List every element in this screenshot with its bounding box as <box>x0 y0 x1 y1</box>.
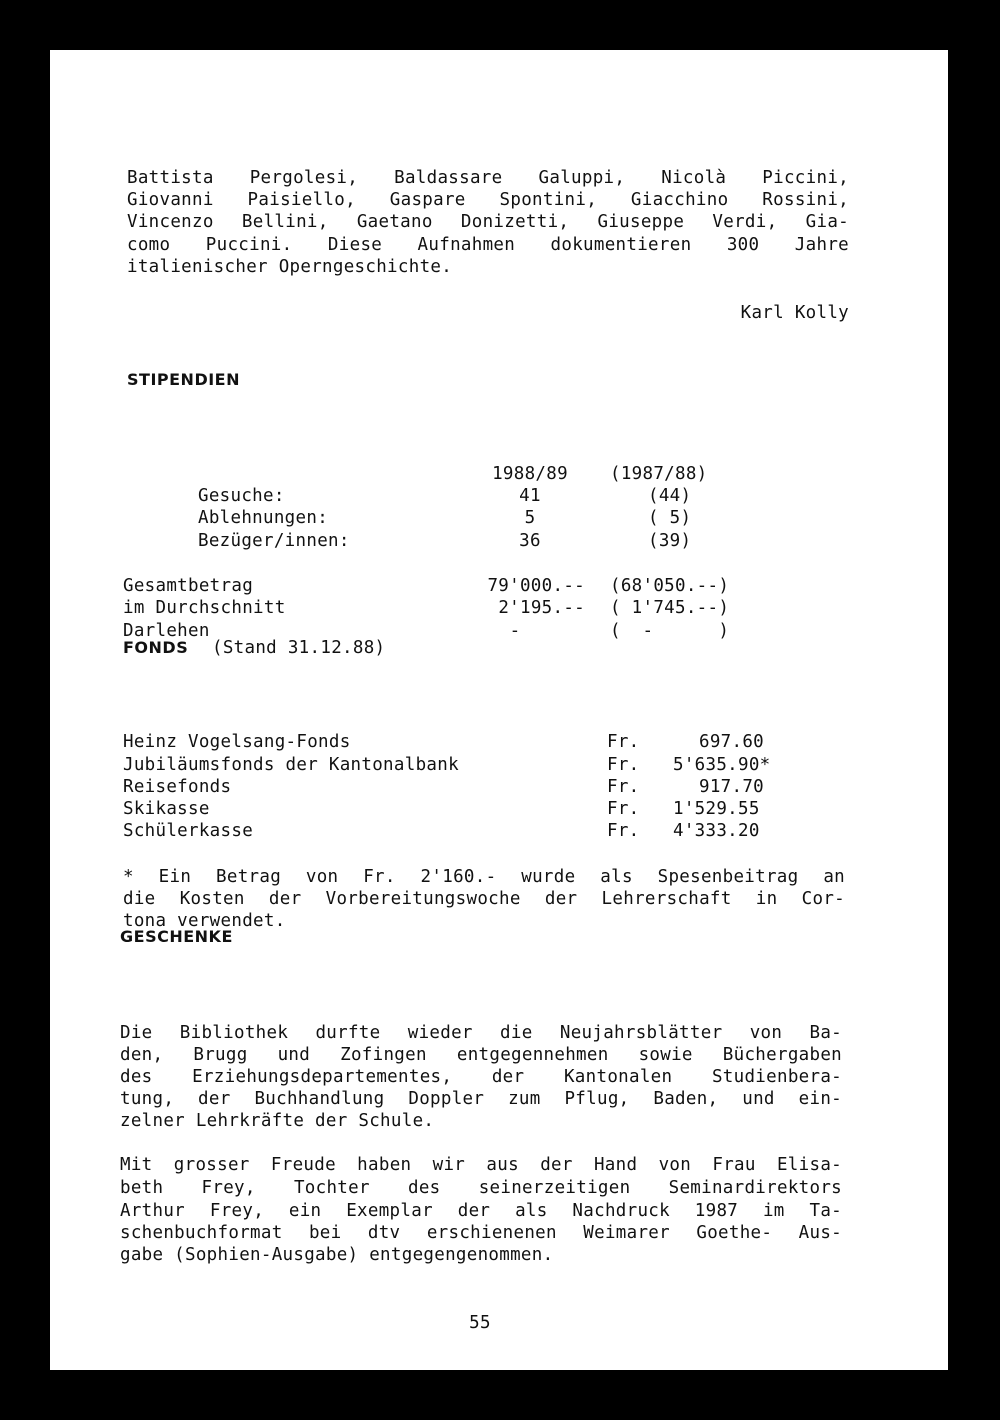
row-previous-gesuche: (44) <box>648 486 692 506</box>
col-current-header: 1988/89 <box>492 464 568 484</box>
row-current-gesuche: 41 <box>519 486 541 506</box>
row-current-bezueger: 36 <box>519 531 541 551</box>
row-current-ablehnungen: 5 <box>524 508 536 528</box>
fonds-amount-5: 4'333.20 <box>673 821 760 841</box>
fonds-name-3: Reisefonds <box>123 777 232 797</box>
row-label-ablehnungen: Ablehnungen: <box>198 508 329 528</box>
row-previous-bezueger: (39) <box>648 531 692 551</box>
total-current-gesamtbetrag: 79'000.-- <box>487 576 585 596</box>
intro-line-3: Vincenzo Bellini, Gaetano Donizetti, Giuseppe Verdi, Gia- <box>127 212 849 232</box>
geschenke-p2-line-1: Mit grosser Freude haben wir aus der Hand von Frau Elisa- <box>120 1155 842 1175</box>
intro-line-1: Battista Pergolesi, Baldassare Galuppi, Nicolà Piccini, <box>127 168 849 188</box>
row-previous-ablehnungen: ( 5) <box>648 508 692 528</box>
row-label-gesuche: Gesuche: <box>198 486 285 506</box>
geschenke-p1-line-1: Die Bibliothek durfte wieder die Neujahrsblätter von Ba- <box>120 1023 842 1043</box>
fonds-name-2: Jubiläumsfonds der Kantonalbank <box>123 755 459 775</box>
fonds-name-5: Schülerkasse <box>123 821 254 841</box>
geschenke-p1-line-2: den, Brugg und Zofingen entgegennehmen sowie Büchergaben <box>120 1045 842 1065</box>
geschenke-p1-line-3: des Erziehungsdepartementes, der Kantonalen Studienbera- <box>120 1067 842 1087</box>
total-label-durchschnitt: im Durchschnitt <box>123 598 286 618</box>
fonds-footnote-line-1: * Ein Betrag von Fr. 2'160.- wurde als Spesenbeitrag an <box>123 867 845 887</box>
total-current-darlehen: - <box>509 621 521 641</box>
stipendien-heading: STIPENDIEN <box>127 370 240 389</box>
fonds-amount-2: 5'635.90* <box>673 755 771 775</box>
geschenke-p1-line-5: zelner Lehrkräfte der Schule. <box>120 1111 435 1131</box>
fonds-currency-2: Fr. <box>607 755 640 775</box>
fonds-heading: FONDS <box>123 638 189 657</box>
fonds-name-1: Heinz Vogelsang-Fonds <box>123 732 351 752</box>
intro-line-5: italienischer Operngeschichte. <box>127 257 453 277</box>
geschenke-p1-line-4: tung, der Buchhandlung Doppler zum Pflug, Baden, und ein- <box>120 1089 842 1109</box>
geschenke-p2-line-2: beth Frey, Tochter des seinerzeitigen Seminardirektors <box>120 1178 842 1198</box>
fonds-currency-1: Fr. <box>607 732 640 752</box>
total-label-darlehen: Darlehen <box>123 621 210 641</box>
total-current-durchschnitt: 2'195.-- <box>498 598 585 618</box>
col-previous-header: (1987/88) <box>610 464 708 484</box>
page-number: 55 <box>469 1313 491 1333</box>
fonds-currency-5: Fr. <box>607 821 640 841</box>
author-signature: Karl Kolly <box>740 303 849 323</box>
fonds-amount-3: 917.70 <box>699 777 765 797</box>
geschenke-heading: GESCHENKE <box>120 927 233 946</box>
fonds-amount-1: 697.60 <box>699 732 765 752</box>
document-page <box>50 50 948 1370</box>
fonds-footnote-line-3: tona verwendet. <box>123 911 286 931</box>
row-label-bezueger: Bezüger/innen: <box>198 531 350 551</box>
total-previous-durchschnitt: ( 1'745.--) <box>610 598 730 618</box>
intro-line-2: Giovanni Paisiello, Gaspare Spontini, Giacchino Rossini, <box>127 190 849 210</box>
total-label-gesamtbetrag: Gesamtbetrag <box>123 576 254 596</box>
total-previous-darlehen: ( - ) <box>610 621 730 641</box>
fonds-name-4: Skikasse <box>123 799 210 819</box>
fonds-currency-3: Fr. <box>607 777 640 797</box>
intro-line-4: como Puccini. Diese Aufnahmen dokumentieren 300 Jahre <box>127 235 849 255</box>
fonds-date-note: (Stand 31.12.88) <box>212 638 386 658</box>
total-previous-gesamtbetrag: (68'050.--) <box>610 576 730 596</box>
geschenke-p2-line-3: Arthur Frey, ein Exemplar der als Nachdruck 1987 im Ta- <box>120 1201 842 1221</box>
geschenke-p2-line-4: schenbuchformat bei dtv erschienenen Weimarer Goethe- Aus- <box>120 1223 842 1243</box>
fonds-amount-4: 1'529.55 <box>673 799 760 819</box>
fonds-footnote-line-2: die Kosten der Vorbereitungswoche der Lehrerschaft in Cor- <box>123 889 845 909</box>
fonds-currency-4: Fr. <box>607 799 640 819</box>
geschenke-p2-line-5: gabe (Sophien-Ausgabe) entgegengenommen. <box>120 1245 554 1265</box>
